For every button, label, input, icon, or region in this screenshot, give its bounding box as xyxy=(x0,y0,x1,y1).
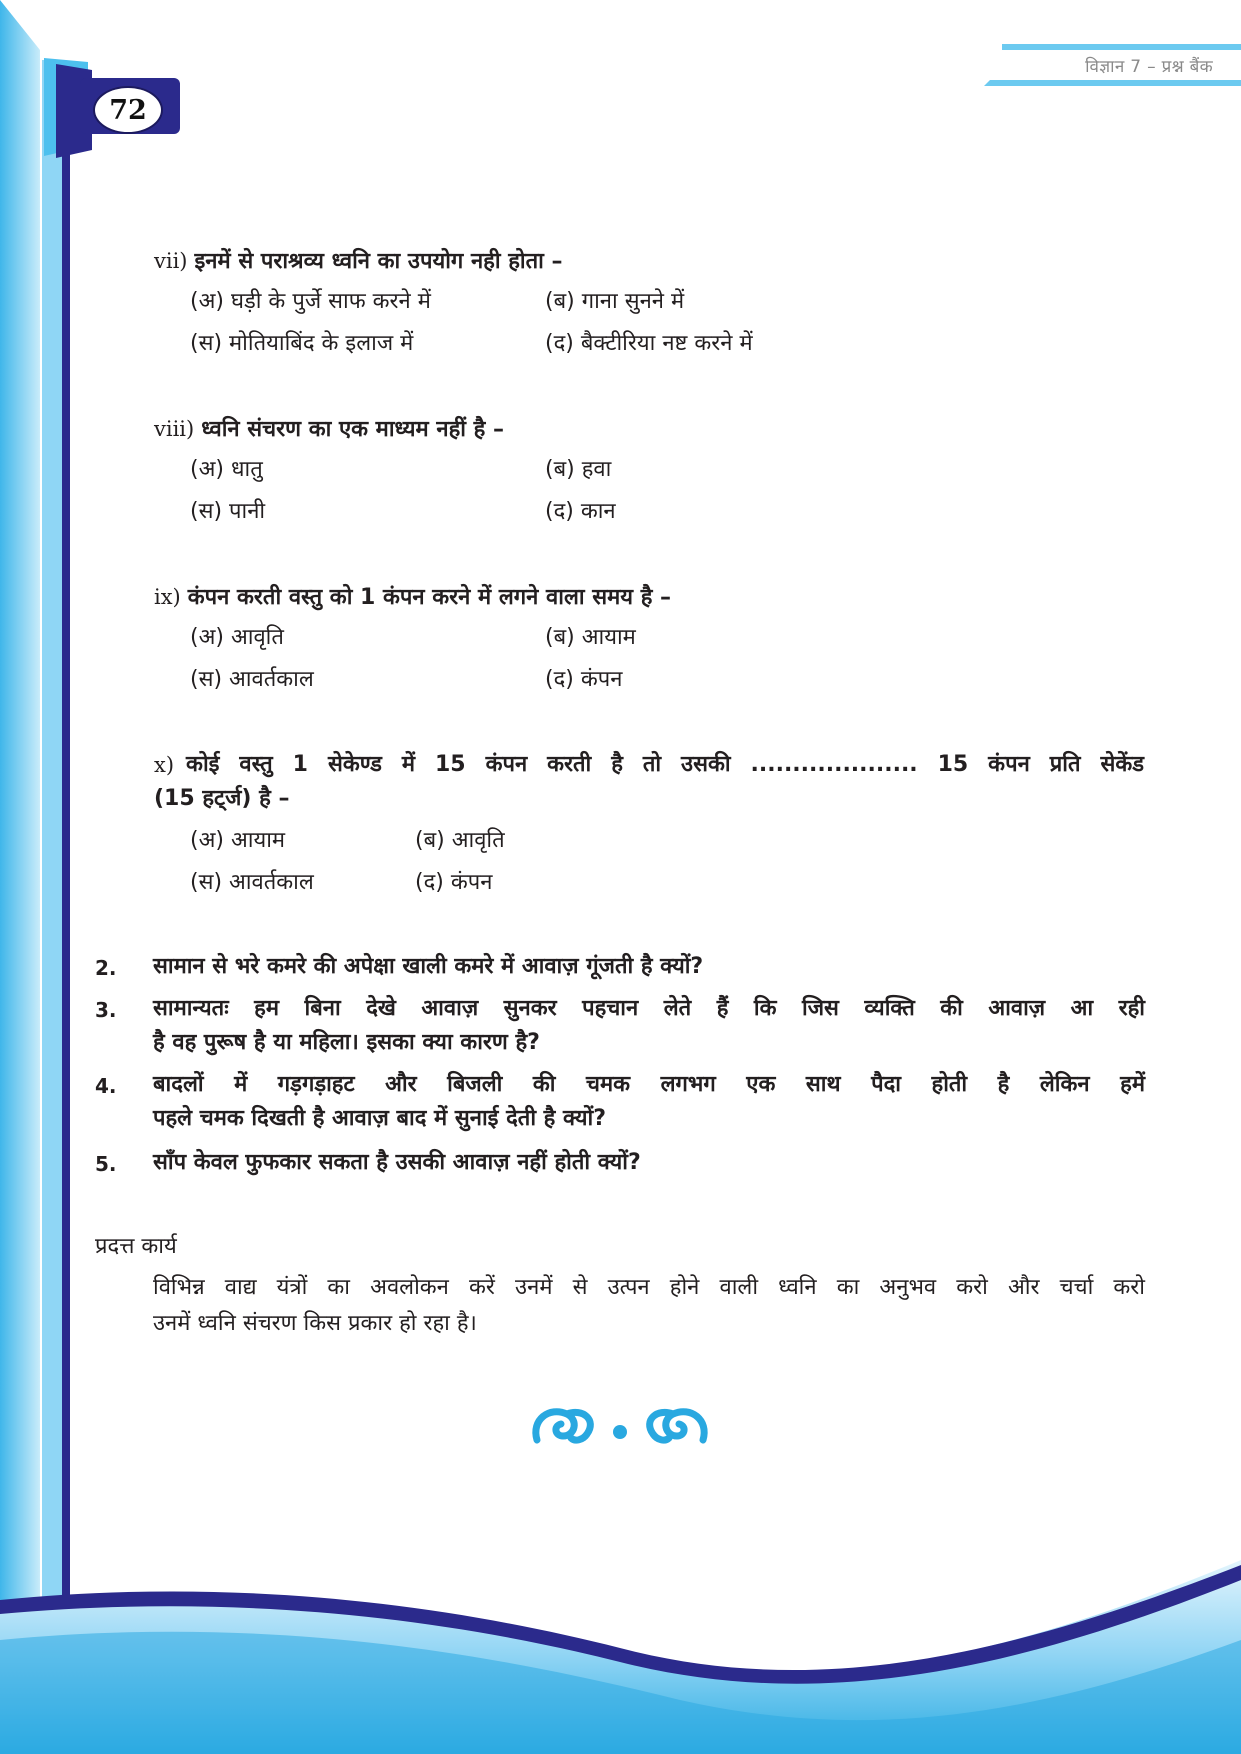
option-d: (द) कंपन xyxy=(415,870,493,895)
assignment-line2: उनमें ध्वनि संचरण किस प्रकार हो रहा है। xyxy=(153,1311,477,1336)
assignment-body xyxy=(153,1270,1145,1342)
option-a: (अ) आवृति xyxy=(190,625,284,650)
option-c: (स) आवर्तकाल xyxy=(190,870,314,895)
option-d: (द) कान xyxy=(545,499,616,524)
option-b: (ब) आयाम xyxy=(545,625,636,650)
item-text-line1: सामान्यतः हम बिना देखे आवाज़ सुनकर पहचान लेते हैं कि जिस व्यक्ति की आवाज़ आ रही xyxy=(153,996,1145,1021)
option-a: (अ) धातु xyxy=(190,457,263,482)
left-navy-bar xyxy=(62,90,70,1610)
question-ix xyxy=(154,580,671,615)
item-number: 4. xyxy=(95,1074,117,1098)
option-b: (ब) गाना सुनने में xyxy=(545,289,685,314)
assignment-title: प्रदत्त कार्य xyxy=(95,1234,177,1259)
option-b: (ब) हवा xyxy=(545,457,612,482)
item-text-line2: है वह पुरूष है या महिला। इसका क्या कारण है? xyxy=(153,1030,540,1055)
option-d: (द) कंपन xyxy=(545,667,623,692)
option-c: (स) पानी xyxy=(190,499,266,524)
question-text-line1: कोई वस्तु 1 सेकेण्ड में 15 कंपन करती है तो उसकी .................... 15 कंपन प्रति सेकेंड xyxy=(186,752,1144,777)
question-number: x) xyxy=(154,753,175,777)
option-d: (द) बैक्टीरिया नष्ट करने में xyxy=(545,331,753,356)
end-ornament-icon xyxy=(527,1400,713,1452)
item-number: 5. xyxy=(95,1152,117,1176)
header-top-line xyxy=(1002,44,1241,50)
option-c: (स) मोतियाबिंद के इलाज में xyxy=(190,331,414,356)
item-number: 3. xyxy=(95,998,117,1022)
item-text-line1: बादलों में गड़गड़ाहट और बिजली की चमक लगभग एक साथ पैदा होती है लेकिन हमें xyxy=(153,1072,1145,1097)
item-text: साँप केवल फुफकार सकता है उसकी आवाज़ नहीं होती क्यों? xyxy=(153,1150,641,1175)
question-vii xyxy=(154,244,562,279)
item-text: सामान से भरे कमरे की अपेक्षा खाली कमरे में आवाज़ गूंजती है क्यों? xyxy=(153,954,704,979)
option-c: (स) आवर्तकाल xyxy=(190,667,314,692)
header-bottom-line xyxy=(984,80,1241,86)
item-number: 2. xyxy=(95,956,117,980)
option-b: (ब) आवृति xyxy=(415,828,505,853)
question-number: ix) xyxy=(154,585,181,609)
item-text-line2: पहले चमक दिखती है आवाज़ बाद में सुनाई देती है क्यों? xyxy=(153,1106,607,1131)
option-a: (अ) आयाम xyxy=(190,828,286,853)
page-number: 72 xyxy=(93,86,163,134)
question-number: viii) xyxy=(154,417,195,441)
question-x xyxy=(154,748,1144,816)
question-text: ध्वनि संचरण का एक माध्यम नहीं है – xyxy=(201,417,504,442)
left-band xyxy=(0,0,40,1754)
question-viii xyxy=(154,412,504,447)
question-text: इनमें से पराश्रव्य ध्वनि का उपयोग नही होता – xyxy=(194,249,563,274)
assignment-line1: विभिन्न वाद्य यंत्रों का अवलोकन करें उनमें से उत्पन होने वाली ध्वनि का अनुभव करो और चर्चा करो xyxy=(153,1275,1145,1300)
question-text: कंपन करती वस्तु को 1 कंपन करने में लगने वाला समय है – xyxy=(187,585,672,610)
header-title: विज्ञान 7 – प्रश्न बैंक xyxy=(1085,57,1213,77)
question-number: vii) xyxy=(154,249,188,273)
option-a: (अ) घड़ी के पुर्जे साफ करने में xyxy=(190,289,431,314)
question-text-line2: (15 हट्‌र्ज) है – xyxy=(154,786,290,811)
